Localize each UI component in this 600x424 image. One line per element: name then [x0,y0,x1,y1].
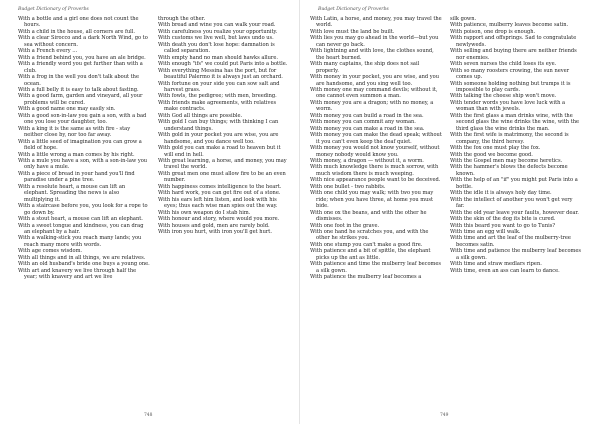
proverb-entry: With his ears left him listen, and look with his eyes; thus each wise man spies out the way. [158,196,278,210]
running-head: Budget Dictionary of Proverbs [318,7,389,12]
proverb-entry: through the other. [158,16,206,22]
proverb-entry: With nice appearance people want to be deceived. [310,177,441,184]
proverb-entry: With great men one must allow fire to be an even number. [158,170,286,184]
proverb-entry: With someone holding nothing but trumps it is impossible to play cards. [450,80,571,93]
proverb-entry: With a little seed of imagination you can grow a field of hope. [18,138,142,152]
left-column-b [158,16,290,235]
proverb-entry: With much knowledge there is much sorrow, with much wisdom there is much weeping. [310,164,439,177]
page-number: 749 [440,413,449,418]
proverb-entry: With selling and buying there are neither friends nor enemies. [450,48,577,61]
proverb-entry: With hard work, you can get fire out of a stone. [158,190,281,197]
proverb-entry: With enough "ifs" we could put Paris into a bottle. [158,61,288,68]
proverb-entry: With a resolute heart, a mouse can lift an elephant. Spreading the news is also multiplying it. [18,183,126,203]
proverb-entry: With one bullet - two rabbits. [310,183,386,190]
proverb-entry: With his own weapon do I stab him. [158,209,251,216]
proverb-entry: With one stump you can't make a good fire. [310,241,423,248]
proverb-entry: With bread and wine you can walk your road. [158,22,276,29]
proverb-entry: With time and straw medlars ripen. [450,261,542,268]
proverb-entry: With a frog in the well you don't talk about the ocean. [18,74,139,87]
proverb-entry: With talking the cheese ship won't move. [450,93,557,100]
proverb-entry: With death you don't lose hope: damnation is called separation. [158,41,275,55]
proverb-entry: With carefulness you realize your opportunity. [158,28,278,35]
proverb-entry: With money you can commit any woman. [310,119,416,126]
proverb-entry: With honour and story, where would you more. [158,216,280,223]
right-column-a [310,16,442,281]
proverb-entry: With gold you can make a road to heaven but it will end in hell. [158,145,281,158]
proverb-entry: With money you are a dragon; with no money, a worm. [310,99,434,113]
proverb-entry: With Latin, a horse, and money, you may travel the world. [310,16,442,29]
proverb-entry: With this beard you want to go to Tunis? [450,222,556,229]
proverb-entry: With the old year leave your faults, however dear. [450,209,579,216]
page-number: 748 [144,413,153,418]
proverb-entry: With love must the land be built. [310,28,395,35]
proverb-entry: With lies you may go ahead in the world—but you can never go back. [310,35,439,48]
proverb-entry: With money you can make a road in the sea. [310,125,425,132]
proverb-entry: With friends make agreements, with relatives make contracts. [158,99,277,113]
proverb-entry: With the idle it is always holy day time. [450,190,552,197]
proverb-entry: With everything Messina has the port, but for beautiful Palermo it is always just an orchard. [158,67,283,81]
proverb-entry: With seven nurses the child loses its eye. [450,61,557,68]
proverb-entry: With a staircase before you, you look for a rope to go down by. [18,203,148,216]
proverb-entry: With a French every … [18,48,78,55]
proverb-entry: With the first wife is matrimony, the second is company, the third heresy. [450,132,569,145]
proverb-entry: With gold in your pocket you are wise, you are handsome, and you dance well too. [158,132,279,145]
proverb-entry: With a good son-in-law you gain a son, with a bad one you lose your daughter, too. [18,112,147,126]
proverb-entry: With money you can make the dead speak; without it you can't even keep the deaf quiet. [310,132,442,145]
proverb-entry: With customs we live well, but laws undo us. [158,35,274,42]
proverb-entry: With the first glass a man drinks wine, with the second glass the wine drinks the wine, with the third glass the wine drinks the man. [450,112,580,132]
running-head: Budget Dictionary of Proverbs [18,7,89,12]
proverb-entry: With the hammer's blows the defects become known. [450,164,568,177]
proverb-entry: With time and patience the mulberry leaf becomes a silk gown. [450,248,581,261]
proverb-entry: With a walking-stick you reach many lands; you reach many more with words. [18,235,142,248]
proverb-entry: With the help of an "if" you might put Paris into a bottle. [450,177,578,190]
proverb-entry: With time, even an ass can learn to dance. [450,267,560,274]
right-page [300,0,600,424]
proverb-entry: With time an egg will walk. [450,228,521,235]
proverb-entry: With a friend behind you, you have an ale bridge. [18,54,146,61]
right-column-b [450,16,582,274]
proverb-entry: With a stout heart, a mouse can lift an elephant. [18,216,143,223]
proverb-entry: With one ox the beans, and with the other he dismisses. [310,209,427,223]
proverb-entry: With age comes wisdom. [18,248,83,255]
proverb-entry: With patience and time the mulberry leaf becomes a silk gown. [310,261,441,274]
proverb-entry: With a full belly it is easy to talk about fasting. [18,86,139,93]
proverb-entry: With a friendly word you get further than with a club. [18,61,143,74]
proverb-entry: With money, a dragon — without it, a worm. [310,157,424,164]
proverb-entry: With fowls, the pedigree; with men, breeding. [158,93,277,100]
proverb-entry: With great learning, a horse, and money, you may travel the world. [158,157,287,171]
proverb-entry: With patience and a bit of spittle, the elephant picks up the ant as little. [310,248,431,261]
proverb-entry: With poison, one drop is enough. [450,28,536,35]
proverb-entry: With a mule you have a son, with a son-in-law you only have a mule. [18,157,148,171]
proverb-entry: With happiness comes intelligence to the heart. [158,183,282,190]
proverb-entry: With the skin of the dog its bite is cured. [450,216,556,223]
proverb-entry: With the good we become good. [450,151,533,158]
proverb-entry: With lightning and with love, the clothes sound, the heart burned. [310,48,434,61]
proverb-entry: With the intellect of another you won't get very far. [450,196,573,210]
proverb-entry: With one hand he scratches you, and with the other he strikes you. [310,228,429,242]
proverb-entry: With an old husband's bride one buys a young one. [18,261,150,268]
proverb-entry: With one child you may walk; with two you may ride; when you have three, at home you must bide. [310,190,434,210]
proverb-entry: With money in your pocket, you are wise, and you are handsome, and you sing well too. [310,74,440,87]
proverb-entry: With money you can build a road in the sea. [310,112,424,119]
proverb-entry: With gold I can buy things; with thinking I can understand things. [158,119,279,132]
proverb-entry: With art and knavery we live through half the year; with knavery and art we live [18,267,137,281]
proverb-entry: With houses and gold, men are rarely bold. [158,222,270,229]
proverb-entry: With God all things are possible. [158,112,243,119]
proverb-entry: With a clear Sirocco and a dark North Wind, go to sea without concern. [18,35,148,48]
proverb-entry: With a piece of bread in your hand you'll find paradise under a pine tree. [18,170,135,184]
proverb-entry: With a good farm, garden and vineyard, all your problems will be cured. [18,93,143,106]
left-column-a [18,16,150,281]
proverb-entry: With fortune on your side you can sow salt and harvest grass. [158,80,280,93]
proverb-entry: With the Gospel men may become heretics. [450,157,563,164]
proverb-entry: With rapport and offsprings. Sad to congratulate newlyweds. [450,35,577,48]
proverb-entry: With empty hand no man should hawks allure. [158,54,278,61]
proverb-entry: silk gown. [450,16,477,22]
proverb-entry: With patience the mulberry leaf becomes a [310,274,422,281]
proverb-entry: With a good name one may easily sin. [18,106,116,113]
proverb-entry: With iron you hurt, with iron you'll get hurt. [158,228,272,235]
proverb-entry: With time and art the leaf of the mulberry-tree becomes satin. [450,235,571,248]
proverb-entry: With money you would not know yourself, without money nobody would know you. [310,145,440,158]
proverb-entry: With tender words you have love luck with a woman than with jewels. [450,99,566,113]
proverb-entry: With all things and in all things, we are relatives. [18,254,146,261]
proverb-entry: With a little wrong a man comes by his right. [18,151,135,158]
proverb-entry: With many captains, the ship does not sail properly. [310,61,420,74]
proverb-entry: With a child in the house, all corners are full. [18,28,136,35]
proverb-entry: With a sweet tongue and kindness, you can drag an elephant by a hair. [18,222,144,235]
proverb-entry: With one foot in the grave. [310,222,380,229]
proverb-entry: With patience, mulberry leaves become satin. [450,22,569,29]
proverb-entry: With the fox one must play the fox. [450,145,541,152]
proverb-entry: With a bottle and a girl one does not count the hours. [18,16,139,29]
proverb-entry: With a king it is the same as with fire - stay neither close by, nor too far away. [18,125,131,139]
proverb-entry: With money one may command devils; without it, one cannot even summon a man. [310,86,438,100]
proverb-entry: With so many roosters crowing, the sun never comes up. [450,67,570,81]
